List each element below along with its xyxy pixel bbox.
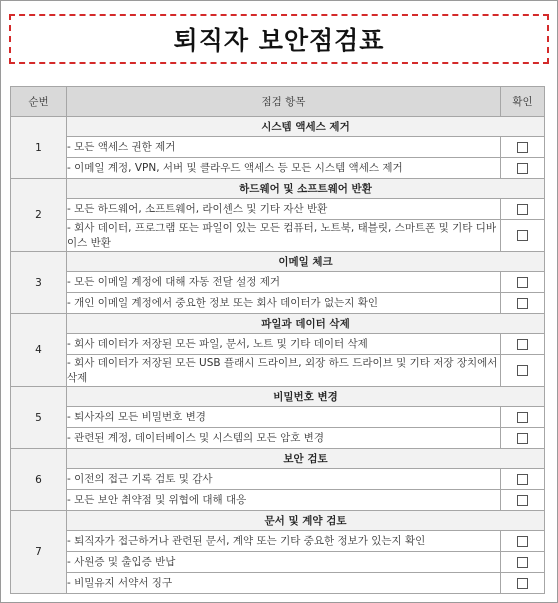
checklist-item-text: - 회사 데이터, 프로그램 또는 파일이 있는 모든 컴퓨터, 노트북, 태블릿, 스마트폰 및 기타 디바이스 반환 bbox=[67, 220, 501, 252]
category-row bbox=[11, 387, 545, 407]
checklist-item-text: - 모든 하드웨어, 소프트웨어, 라이센스 및 기타 자산 반환 bbox=[67, 199, 501, 220]
checklist-body bbox=[11, 117, 545, 594]
check-cell bbox=[501, 293, 545, 314]
checkbox[interactable] bbox=[517, 474, 528, 485]
checklist-item-row bbox=[11, 334, 545, 355]
checkbox[interactable] bbox=[517, 495, 528, 506]
checklist-item-text: - 사원증 및 출입증 반납 bbox=[67, 552, 501, 573]
sequence-number: 3 bbox=[11, 252, 67, 314]
checklist-item-text: - 모든 액세스 권한 제거 bbox=[67, 137, 501, 158]
check-cell bbox=[501, 272, 545, 293]
category-title: 파일과 데이터 삭제 bbox=[67, 314, 545, 334]
checklist-item-row bbox=[11, 469, 545, 490]
checklist-item-row bbox=[11, 428, 545, 449]
category-title: 비밀번호 변경 bbox=[67, 387, 545, 407]
checklist-item-text: - 비밀유지 서약서 징구 bbox=[67, 573, 501, 594]
checklist-item-text: - 퇴사자의 모든 비밀번호 변경 bbox=[67, 407, 501, 428]
checkbox[interactable] bbox=[517, 230, 528, 241]
checkbox[interactable] bbox=[517, 204, 528, 215]
category-row bbox=[11, 511, 545, 531]
checkbox[interactable] bbox=[517, 433, 528, 444]
check-cell bbox=[501, 490, 545, 511]
check-cell bbox=[501, 428, 545, 449]
check-cell bbox=[501, 199, 545, 220]
category-row bbox=[11, 252, 545, 272]
checklist-item-text: - 모든 보안 취약점 및 위협에 대해 대응 bbox=[67, 490, 501, 511]
category-row bbox=[11, 179, 545, 199]
check-cell bbox=[501, 531, 545, 552]
sequence-number: 4 bbox=[11, 314, 67, 387]
check-cell bbox=[501, 573, 545, 594]
checkbox[interactable] bbox=[517, 365, 528, 376]
category-title: 이메일 체크 bbox=[67, 252, 545, 272]
check-cell bbox=[501, 552, 545, 573]
header-item: 점검 항목 bbox=[67, 87, 501, 117]
checklist-item-row bbox=[11, 220, 545, 252]
checklist-item-row bbox=[11, 531, 545, 552]
check-cell bbox=[501, 334, 545, 355]
category-title: 하드웨어 및 소프트웨어 반환 bbox=[67, 179, 545, 199]
checkbox[interactable] bbox=[517, 536, 528, 547]
check-cell bbox=[501, 407, 545, 428]
check-cell bbox=[501, 137, 545, 158]
checklist-item-text: - 회사 데이터가 저장된 모든 USB 플래시 드라이브, 외장 하드 드라이브 및 기타 저장 장치에서 삭제 bbox=[67, 355, 501, 387]
checklist-item-row bbox=[11, 552, 545, 573]
sequence-number: 5 bbox=[11, 387, 67, 449]
checklist-item-text: - 모든 이메일 계정에 대해 자동 전달 설정 제거 bbox=[67, 272, 501, 293]
checklist-item-row bbox=[11, 158, 545, 179]
category-title: 시스템 액세스 제거 bbox=[67, 117, 545, 137]
header-row bbox=[11, 87, 545, 117]
check-cell bbox=[501, 469, 545, 490]
checklist-item-row bbox=[11, 199, 545, 220]
checklist-item-text: - 개인 이메일 계정에서 중요한 정보 또는 회사 데이터가 없는지 확인 bbox=[67, 293, 501, 314]
header-seq: 순번 bbox=[11, 87, 67, 117]
checkbox[interactable] bbox=[517, 339, 528, 350]
checkbox[interactable] bbox=[517, 277, 528, 288]
checkbox[interactable] bbox=[517, 578, 528, 589]
checkbox[interactable] bbox=[517, 298, 528, 309]
checkbox[interactable] bbox=[517, 557, 528, 568]
checklist-item-text: - 퇴직자가 접근하거나 관련된 문서, 계약 또는 기타 중요한 정보가 있는지 확인 bbox=[67, 531, 501, 552]
header-check: 확인 bbox=[501, 87, 545, 117]
title-banner bbox=[9, 14, 549, 64]
checkbox[interactable] bbox=[517, 412, 528, 423]
category-row bbox=[11, 449, 545, 469]
check-cell bbox=[501, 355, 545, 387]
checklist-item-row bbox=[11, 407, 545, 428]
checklist-item-row bbox=[11, 272, 545, 293]
category-title: 보안 검토 bbox=[67, 449, 545, 469]
category-row bbox=[11, 314, 545, 334]
check-cell bbox=[501, 158, 545, 179]
check-cell bbox=[501, 220, 545, 252]
sequence-number: 1 bbox=[11, 117, 67, 179]
page-title: 퇴직자 보안점검표 bbox=[173, 26, 385, 55]
checklist-table bbox=[10, 86, 545, 594]
sequence-number: 2 bbox=[11, 179, 67, 252]
checklist-item-text: - 이메일 계정, VPN, 서버 및 클라우드 액세스 등 모든 시스템 액세스 제거 bbox=[67, 158, 501, 179]
checklist-item-text: - 관련된 계정, 데이터베이스 및 시스템의 모든 암호 변경 bbox=[67, 428, 501, 449]
checklist-item-row bbox=[11, 137, 545, 158]
checklist-item-row bbox=[11, 573, 545, 594]
checklist-item-text: - 이전의 접근 기록 검토 및 감사 bbox=[67, 469, 501, 490]
checkbox[interactable] bbox=[517, 142, 528, 153]
checklist-item-row bbox=[11, 355, 545, 387]
sequence-number: 6 bbox=[11, 449, 67, 511]
category-row bbox=[11, 117, 545, 137]
checklist-item-row bbox=[11, 293, 545, 314]
checkbox[interactable] bbox=[517, 163, 528, 174]
checklist-item-row bbox=[11, 490, 545, 511]
category-title: 문서 및 계약 검토 bbox=[67, 511, 545, 531]
checklist-item-text: - 회사 데이터가 저장된 모든 파일, 문서, 노트 및 기타 데이터 삭제 bbox=[67, 334, 501, 355]
sequence-number: 7 bbox=[11, 511, 67, 594]
